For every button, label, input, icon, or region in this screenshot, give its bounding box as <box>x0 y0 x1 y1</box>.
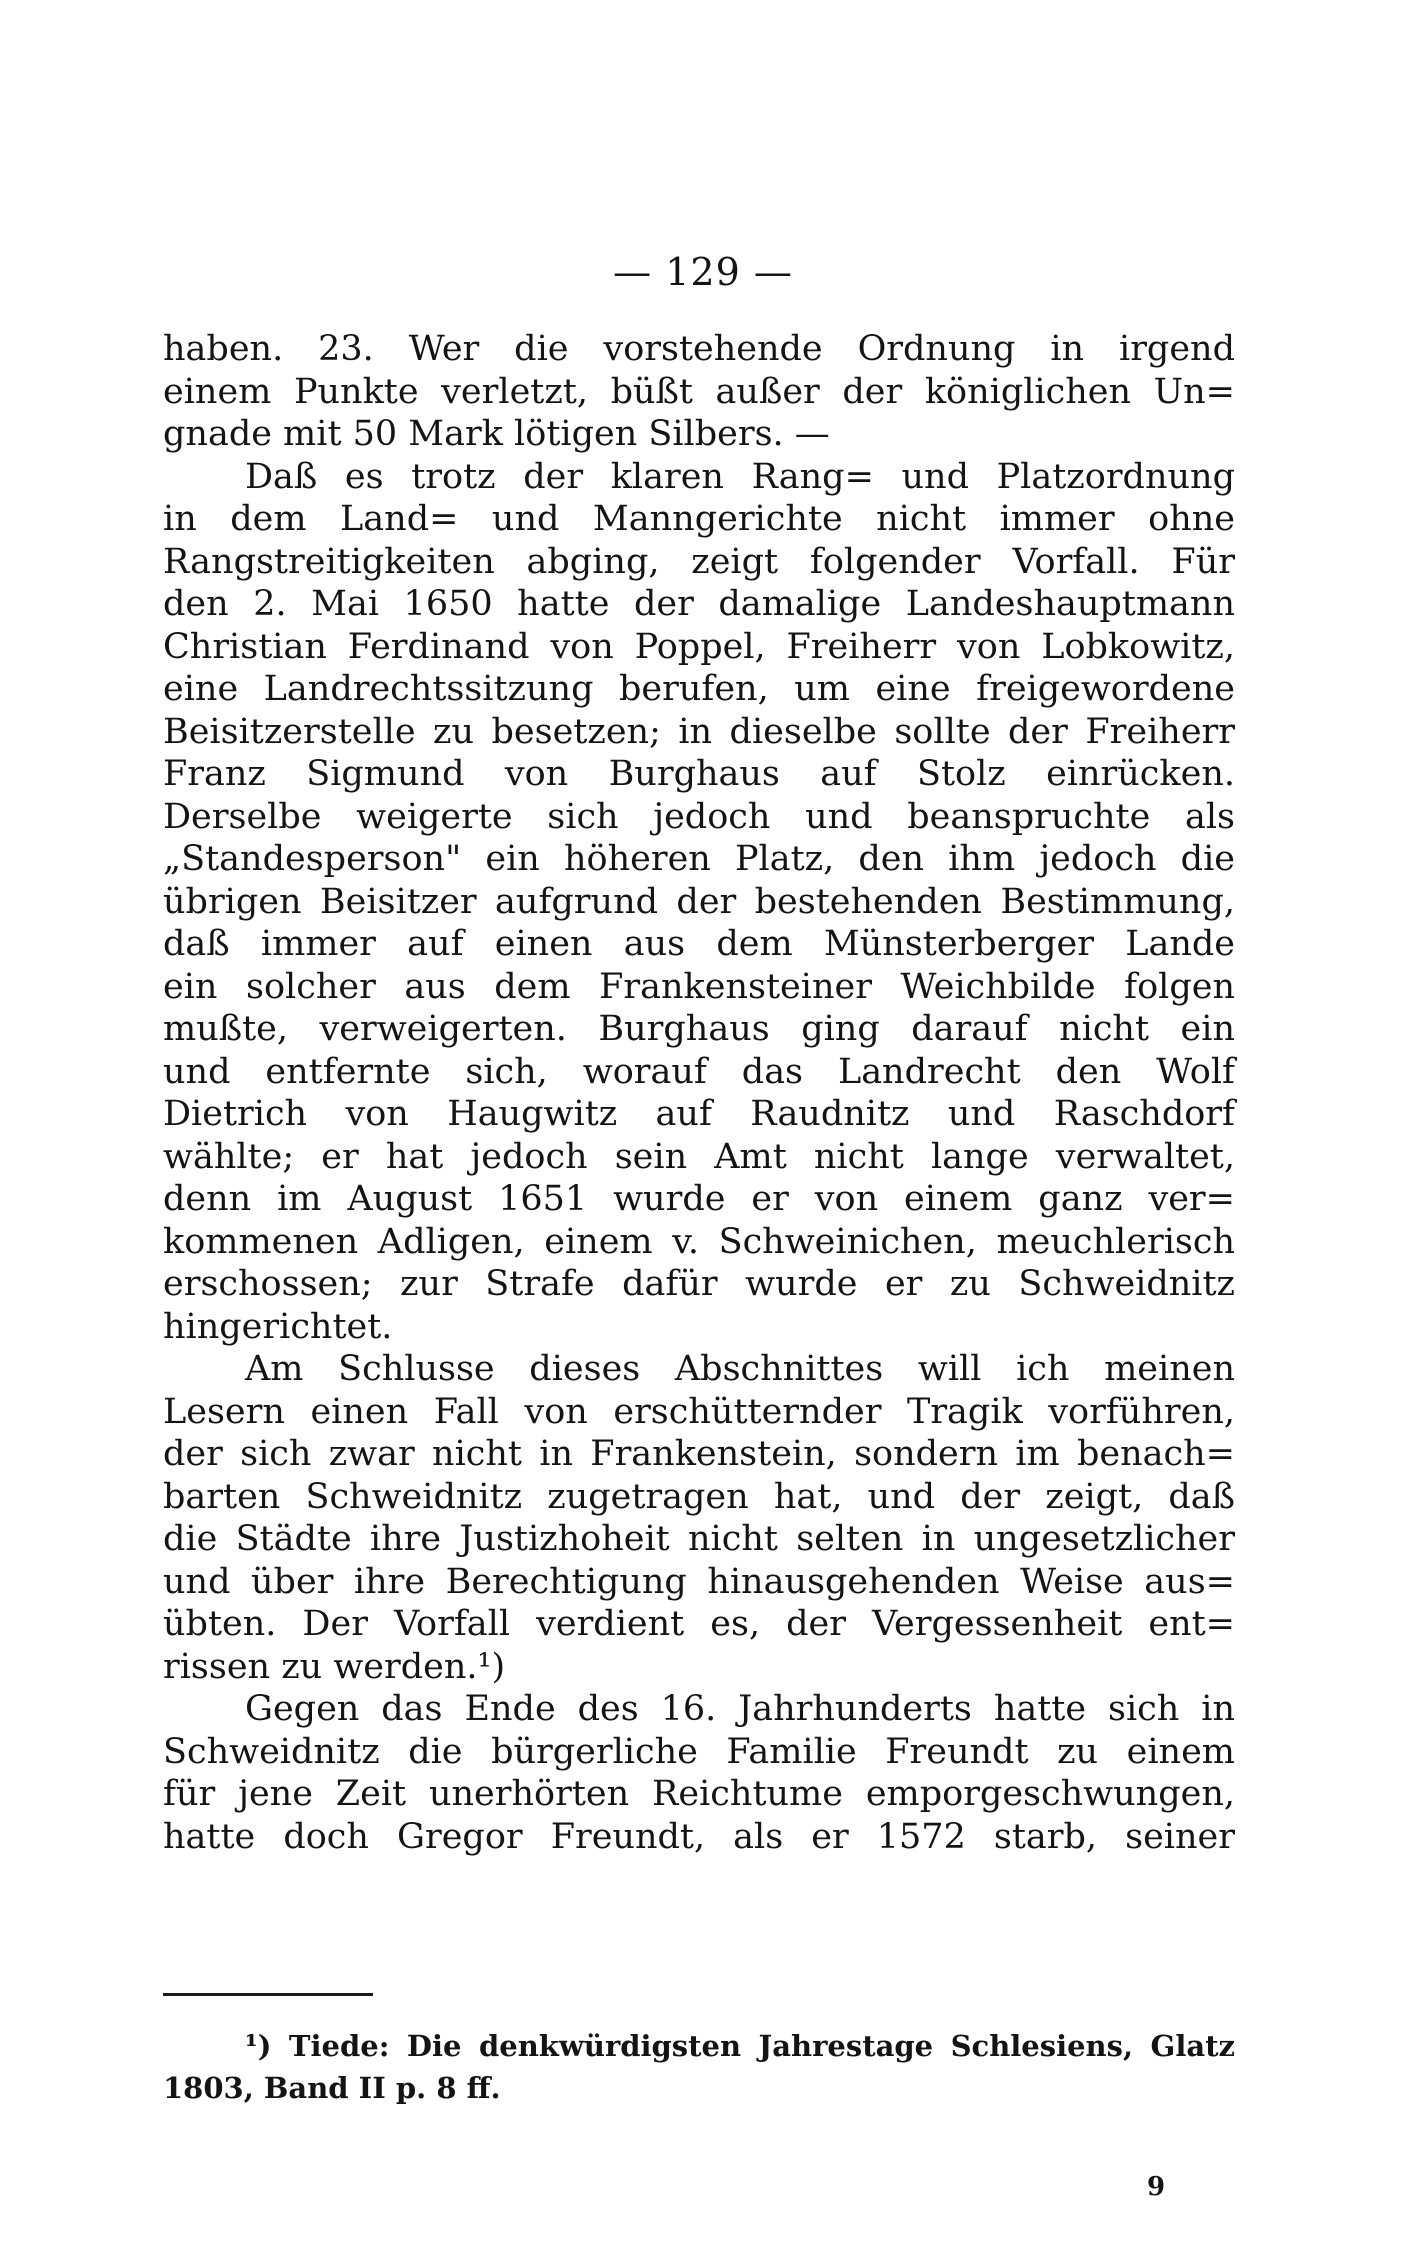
text-line: Schweidnitz die bürgerliche Familie Freundt zu einem <box>163 1731 1235 1772</box>
text-line: den 2. Mai 1650 hatte der damalige Landeshauptmann <box>163 584 1235 624</box>
text-line: Gegen das Ende des 16. Jahrhunderts hatte sich in <box>245 1689 1235 1729</box>
text-line: Daß es trotz der klaren Rang= und Platzordnung <box>245 456 1235 497</box>
footnote-line: ¹) Tiede: Die denkwürdigsten Jahrestage Schlesiens, Glatz <box>245 2029 1235 2063</box>
text-line: gnade mit 50 Mark lötigen Silbers. — <box>163 414 830 454</box>
text-line: hingerichtet. <box>163 1306 393 1347</box>
text-line: Rangstreitigkeiten abging, zeigt folgender Vorfall. Für <box>163 541 1235 582</box>
text-line: Lesern einen Fall von erschütternder Tragik vorführen, <box>163 1391 1235 1432</box>
text-line: daß immer auf einen aus dem Münsterberger Lande <box>163 924 1235 964</box>
text-line: übrigen Beisitzer aufgrund der bestehenden Bestimmung, <box>163 881 1235 922</box>
text-line: erschossen; zur Strafe dafür wurde er zu Schweidnitz <box>163 1264 1235 1304</box>
text-line: Franz Sigmund von Burghaus auf Stolz einrücken. <box>163 754 1235 794</box>
text-line: haben. 23. Wer die vorstehende Ordnung in irgend <box>163 329 1235 369</box>
text-line: und über ihre Berechtigung hinausgehenden Weise aus= <box>163 1561 1235 1602</box>
text-line: Beisitzerstelle zu besetzen; in dieselbe sollte der Freiherr <box>163 711 1235 752</box>
text-line: „Standesperson" ein höheren Platz, den ihm jedoch die <box>163 839 1235 879</box>
text-line: mußte, verweigerten. Burghaus ging darauf nicht ein <box>163 1009 1235 1049</box>
text-line: Derselbe weigerte sich jedoch und beanspruchte als <box>163 796 1235 837</box>
body-text <box>163 328 1235 1858</box>
text-line: wählte; er hat jedoch sein Amt nicht lange verwaltet, <box>163 1136 1235 1177</box>
text-line: für jene Zeit unerhörten Reichtume emporgeschwungen, <box>163 1774 1235 1814</box>
footnote-line: 1803, Band II p. 8 ff. <box>163 2071 501 2105</box>
text-line: Christian Ferdinand von Poppel, Freiherr von Lobkowitz, <box>163 626 1235 667</box>
text-line: barten Schweidnitz zugetragen hat, und der zeigt, daß <box>163 1476 1235 1517</box>
text-line: denn im August 1651 wurde er von einem ganz ver= <box>163 1179 1235 1219</box>
text-line: Am Schlusse dieses Abschnittes will ich meinen <box>245 1349 1235 1389</box>
text-line: einem Punkte verletzt, büßt außer der königlichen Un= <box>163 371 1235 412</box>
text-line: hatte doch Gregor Freundt, als er 1572 starb, seiner <box>163 1816 1235 1857</box>
text-line: die Städte ihre Justizhoheit nicht selten in ungesetzlicher <box>163 1519 1235 1559</box>
footnote-divider <box>163 1993 373 1996</box>
text-line: eine Landrechtssitzung berufen, um eine freigewordene <box>163 669 1235 709</box>
text-line: kommenen Adligen, einem v. Schweinichen, meuchlerisch <box>163 1221 1235 1262</box>
text-line: ein solcher aus dem Frankensteiner Weichbilde folgen <box>163 966 1235 1007</box>
text-line: übten. Der Vorfall verdient es, der Vergessenheit ent= <box>163 1604 1235 1644</box>
text-line: rissen zu werden.¹) <box>163 1646 506 1687</box>
footnotes <box>163 2025 1235 2109</box>
text-line: Dietrich von Haugwitz auf Raudnitz und Raschdorf <box>163 1094 1235 1134</box>
text-line: der sich zwar nicht in Frankenstein, sondern im benach= <box>163 1434 1235 1474</box>
printer-signature-mark: 9 <box>1147 2172 1166 2202</box>
text-line: in dem Land= und Manngerichte nicht immer ohne <box>163 499 1235 539</box>
text-line: und entfernte sich, worauf das Landrecht den Wolf <box>163 1051 1235 1092</box>
page-number: — 129 — <box>613 250 793 294</box>
